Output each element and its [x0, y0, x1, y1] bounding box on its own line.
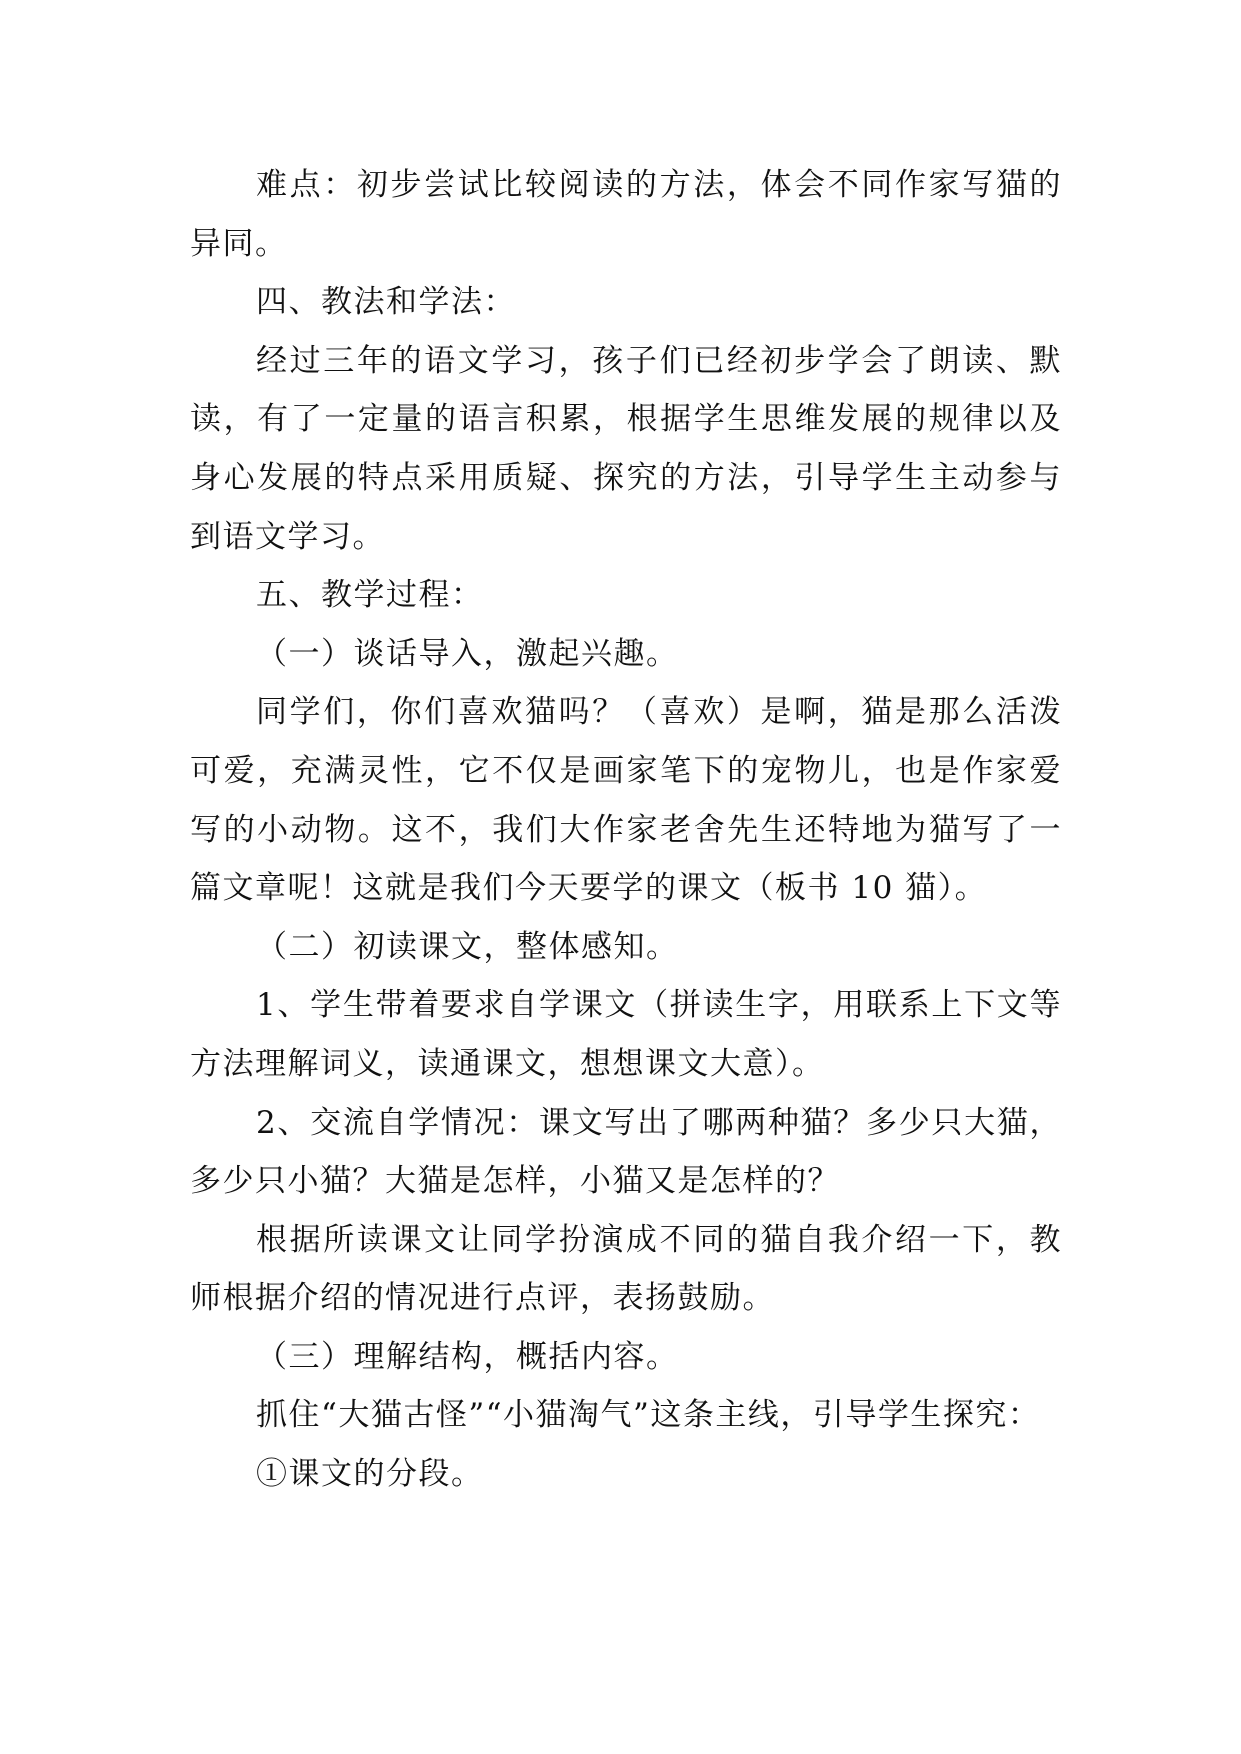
- paragraph-intro: 同学们，你们喜欢猫吗？（喜欢）是啊，猫是那么活泼可爱，充满灵性，它不仅是画家笔下的宠物儿，也是作家爱写的小动物。这不，我们大作家老舍先生还特地为猫写了一篇文章呢！这就是我们今天要学的课文（板书 10 猫）。: [190, 694, 1062, 907]
- paragraph-role-play: 根据所读课文让同学扮演成不同的猫自我介绍一下，教师根据介绍的情况进行点评，表扬鼓励。: [190, 1221, 1062, 1317]
- paragraph-methods: 经过三年的语文学习，孩子们已经初步学会了朗读、默读，有了一定量的语言积累，根据学生思维发展的规律以及身心发展的特点采用质疑、探究的方法，引导学生主动参与到语文学习。: [190, 342, 1062, 555]
- paragraph-difficulty: 难点：初步尝试比较阅读的方法，体会不同作家写猫的异同。: [190, 167, 1062, 262]
- subheading-intro: （一）谈话导入，激起兴趣。: [256, 635, 679, 672]
- paragraph-step-1: 1、学生带着要求自学课文（拼读生字，用联系上下文等方法理解词义，读通课文，想想课文大意）。: [190, 987, 1062, 1082]
- paragraph-step-2: 2、交流自学情况：课文写出了哪两种猫？多少只大猫，多少只小猫？大猫是怎样，小猫又是怎样的？: [190, 1104, 1062, 1200]
- heading-methods: 四、教法和学法：: [256, 284, 516, 321]
- paragraph-main-line: 抓住“大猫古怪”“小猫淘气”这条主线，引导学生探究：: [256, 1397, 1041, 1434]
- subheading-first-reading: （二）初读课文，整体感知。: [256, 928, 679, 965]
- subheading-structure: （三）理解结构，概括内容。: [256, 1338, 679, 1375]
- paragraph-segmentation: ①课文的分段。: [256, 1456, 484, 1493]
- heading-process: 五、教学过程：: [256, 577, 484, 614]
- document-body: [190, 156, 1062, 1504]
